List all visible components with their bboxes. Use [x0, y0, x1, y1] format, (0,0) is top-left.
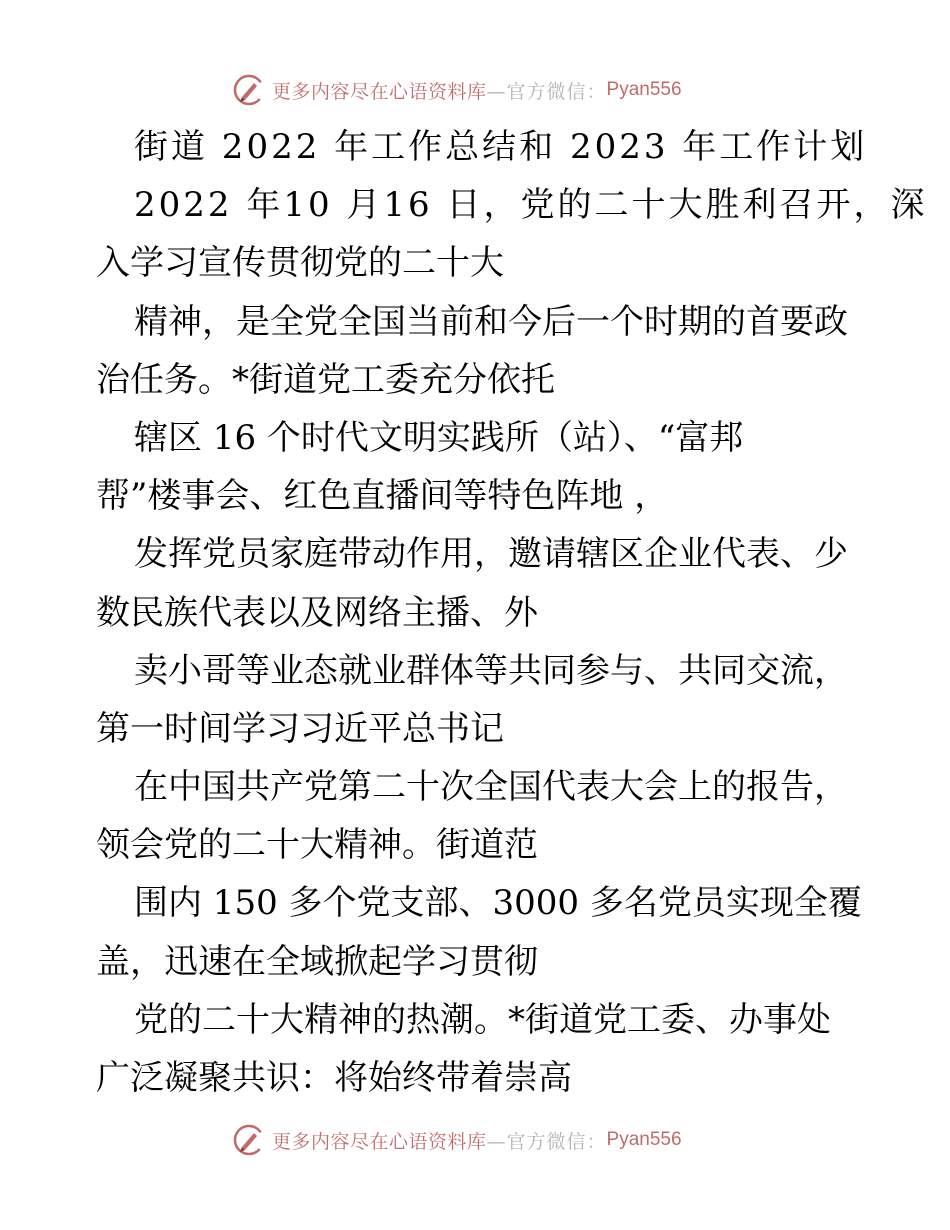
- paragraph-line: 入学习宣传贯彻党的二十大: [96, 243, 504, 284]
- paragraph-line: 2022 年10 月16 日，党的二十大胜利召开，深: [134, 185, 928, 226]
- pen-seal-logo-icon: [232, 1123, 266, 1157]
- footer-text: 更多内容尽在心语资料库: [272, 1130, 487, 1153]
- paragraph-line: 发挥党员家庭带动作用，邀请辖区企业代表、少: [134, 534, 848, 575]
- pen-seal-logo-icon: [232, 73, 266, 107]
- document-title: 街道 2022 年工作总结和 2023 年工作计划: [134, 127, 868, 167]
- header-wechat-id: Pyan556: [606, 79, 682, 100]
- footer-separator: —官方微信：: [486, 1130, 607, 1153]
- paragraph-line: 盖，迅速在全域掀起学习贯彻: [96, 941, 538, 982]
- header-text: 更多内容尽在心语资料库: [272, 80, 487, 103]
- header-banner: [232, 70, 682, 110]
- paragraph-line: 领会党的二十大精神。街道范: [96, 825, 538, 866]
- header-separator: —官方微信：: [486, 80, 607, 103]
- paragraph-line: 在中国共产党第二十次全国代表大会上的报告，: [134, 767, 848, 808]
- paragraph-line: 党的二十大精神的热潮。*街道党工委、办事处: [134, 999, 831, 1040]
- paragraph-line: 治任务。*街道党工委充分依托: [96, 359, 555, 400]
- paragraph-line: 数民族代表以及网络主播、外: [96, 592, 538, 633]
- paragraph-line: 广泛凝聚共识：将始终带着崇高: [96, 1058, 572, 1098]
- paragraph-line: 帮”楼事会、红色直播间等特色阵地 ，: [96, 476, 669, 517]
- footer-wechat-id: Pyan556: [606, 1129, 682, 1150]
- paragraph-line: 辖区 16 个时代文明实践所（站）、“富邦: [134, 417, 744, 458]
- paragraph-line: 精神，是全党全国当前和今后一个时期的首要政: [134, 301, 848, 342]
- document-body: [96, 118, 928, 1107]
- footer-banner: [232, 1120, 682, 1160]
- paragraph-line: 卖小哥等业态就业群体等共同参与、共同交流，: [134, 650, 848, 691]
- paragraph-line: 第一时间学习习近平总书记: [96, 708, 504, 749]
- paragraph-line: 围内 150 多个党支部、3000 多名党员实现全覆: [134, 883, 862, 924]
